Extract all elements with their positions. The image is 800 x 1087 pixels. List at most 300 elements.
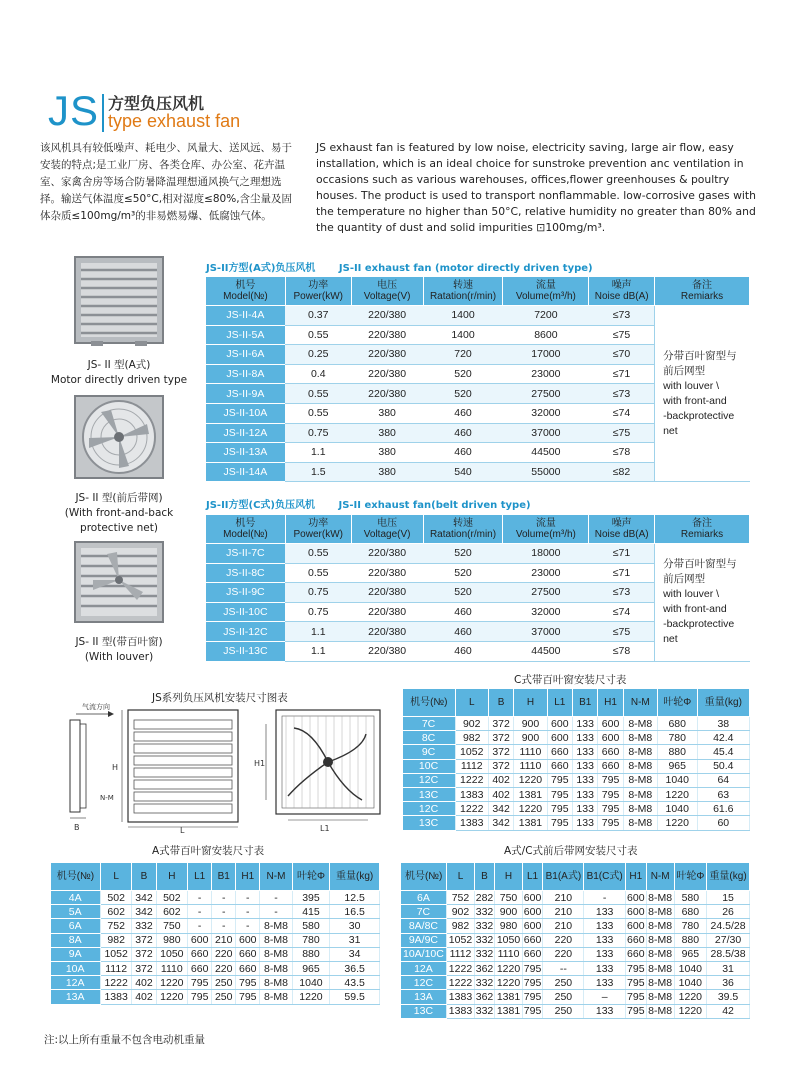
table-cell: 8-M8 bbox=[648, 905, 673, 918]
table-cell: 460 bbox=[423, 403, 503, 423]
table-cell: 210 bbox=[543, 891, 584, 905]
table-cell: 540 bbox=[423, 462, 503, 482]
table-cell: 37000 bbox=[503, 622, 589, 642]
table-cell: 8-M8 bbox=[260, 947, 292, 961]
table-row bbox=[401, 919, 750, 933]
table-cell: 362 bbox=[475, 962, 494, 975]
brand-prefix: JS bbox=[48, 87, 100, 134]
table-cell: 902 bbox=[455, 717, 488, 731]
table-cell: 380 bbox=[351, 423, 423, 443]
model-cell: JS-II-13C bbox=[206, 641, 286, 661]
table-row bbox=[401, 905, 750, 919]
model-cell: 13C bbox=[401, 1004, 447, 1018]
column-header bbox=[503, 277, 589, 306]
table-cell: 965 bbox=[674, 947, 706, 961]
table-cell: 8-M8 bbox=[623, 759, 657, 773]
table-cell: 332 bbox=[475, 934, 494, 947]
table-cell: 282 bbox=[475, 891, 494, 904]
column-header-en: Remiarks bbox=[680, 529, 724, 540]
installation-diagram bbox=[62, 700, 396, 834]
remark-line: 分带百叶窗型与 bbox=[663, 349, 737, 362]
column-header-en: Noise dB(A) bbox=[594, 529, 649, 540]
table-row bbox=[51, 947, 380, 961]
column-header: 叶轮Φ bbox=[292, 863, 330, 891]
table-cell: 8-M8 bbox=[623, 787, 657, 801]
table-cell: 8-M8 bbox=[623, 802, 657, 816]
product-caption-cn: JS- II 型(前后带网) bbox=[75, 492, 163, 504]
column-header-en: Voltage(V) bbox=[363, 291, 411, 302]
table-cell: 795 bbox=[598, 773, 623, 787]
net-fan-image bbox=[71, 394, 167, 480]
table-cell: 1220 bbox=[514, 802, 547, 816]
table-cell: 795 bbox=[523, 976, 542, 989]
table-row bbox=[51, 961, 380, 975]
table-cell: 0.75 bbox=[285, 602, 351, 622]
table-row bbox=[403, 759, 750, 773]
table-cell: 520 bbox=[423, 583, 503, 603]
table-cell: 42.4 bbox=[697, 731, 749, 745]
table-cell: 660 bbox=[547, 759, 572, 773]
table-row bbox=[401, 933, 750, 947]
column-header-en: Model(№) bbox=[223, 291, 268, 302]
table-cell: 1220 bbox=[657, 816, 697, 830]
table-cell: 44500 bbox=[503, 641, 589, 661]
column-header-cn: 噪声 bbox=[611, 518, 632, 529]
table-cell: - bbox=[188, 905, 212, 919]
model-cell: 4A bbox=[51, 891, 101, 905]
table-cell: 8-M8 bbox=[623, 717, 657, 731]
table-cell: ≤78 bbox=[589, 641, 655, 661]
table-ac-title: A式/C式前后带网安装尺寸表 bbox=[504, 845, 638, 857]
table-cell: 1383 bbox=[455, 816, 488, 830]
product-caption-cn: JS- II 型(带百叶窗) bbox=[75, 636, 163, 648]
table-cell: 8-M8 bbox=[260, 919, 292, 933]
table-cell: 402 bbox=[488, 773, 513, 787]
table-cell: 900 bbox=[514, 717, 547, 731]
table-row bbox=[51, 905, 380, 919]
table-cell: 795 bbox=[598, 787, 623, 801]
table-cell: 1383 bbox=[448, 1005, 473, 1018]
table-cell: 8-M8 bbox=[260, 990, 292, 1004]
table-cell: 45.4 bbox=[697, 745, 749, 759]
table-cell: 520 bbox=[423, 364, 503, 384]
column-header: 机号(№) bbox=[401, 863, 447, 891]
product-net-fan bbox=[44, 394, 194, 536]
table-cell: 1222 bbox=[448, 962, 473, 975]
table-cell: 1040 bbox=[674, 976, 706, 990]
table-cell: 602 bbox=[156, 905, 188, 919]
table-cell: 1222 bbox=[455, 802, 488, 816]
column-header bbox=[351, 277, 423, 306]
table-cell: 380 bbox=[351, 403, 423, 423]
column-header-cn: 备注 bbox=[692, 280, 713, 291]
column-header: L bbox=[455, 689, 488, 717]
table-cell: 752 bbox=[100, 919, 132, 933]
table-cell: 795 bbox=[627, 976, 645, 989]
table-cell: 0.4 bbox=[285, 364, 351, 384]
remark-line: net bbox=[663, 424, 678, 437]
table-cell: - bbox=[188, 891, 212, 905]
table-cell: ≤75 bbox=[589, 622, 655, 642]
table-cell: 660 bbox=[523, 934, 542, 947]
table-cell: 1220 bbox=[657, 787, 697, 801]
table-cell: 1220 bbox=[514, 773, 547, 787]
table-cell: 362 bbox=[475, 990, 494, 1003]
column-header-en: Voltage(V) bbox=[363, 529, 411, 540]
table-cell: 600 bbox=[523, 919, 542, 932]
table-cell: 63 bbox=[697, 787, 749, 801]
table-cell: 133 bbox=[584, 961, 626, 975]
table-cell: ≤82 bbox=[589, 462, 655, 482]
table-cell: 795 bbox=[523, 990, 542, 1003]
model-cell: 12C bbox=[403, 802, 456, 816]
column-header bbox=[351, 515, 423, 544]
table-cell: 34 bbox=[330, 947, 380, 961]
table-cell: 133 bbox=[584, 933, 626, 947]
table-cell: 133 bbox=[573, 802, 598, 816]
column-header: H1 bbox=[598, 689, 623, 717]
table-cell: 12.5 bbox=[330, 891, 380, 905]
table-cell: 210 bbox=[543, 919, 584, 933]
table-c-title-cn: JS-II方型(C式)负压风机 bbox=[206, 500, 315, 511]
table-cell: 18000 bbox=[503, 544, 589, 564]
table-cell: 680 bbox=[657, 717, 697, 731]
table-cell: 220/380 bbox=[351, 384, 423, 404]
table-cell: 61.6 bbox=[697, 802, 749, 816]
remark-line: -backprotective bbox=[663, 618, 735, 631]
column-header: B1(C式) bbox=[584, 863, 626, 891]
table-cell: 133 bbox=[573, 816, 598, 830]
column-header: H bbox=[495, 863, 522, 891]
table-cell: 1052 bbox=[100, 947, 132, 961]
table-cell: 31 bbox=[330, 933, 380, 947]
table-cell: - bbox=[188, 919, 212, 933]
table-cell: 965 bbox=[657, 759, 697, 773]
table-cell: 602 bbox=[100, 905, 132, 919]
model-cell: 6A bbox=[51, 919, 101, 933]
table-cell: 795 bbox=[547, 787, 572, 801]
table-cell: 1400 bbox=[423, 306, 503, 326]
table-cell: 372 bbox=[488, 717, 513, 731]
table-cell: 1400 bbox=[423, 325, 503, 345]
table-cell: ≤71 bbox=[589, 364, 655, 384]
table-cell: 1.1 bbox=[285, 622, 351, 642]
table-cell: 795 bbox=[188, 990, 212, 1004]
model-cell: 10A bbox=[51, 961, 101, 975]
page-title-en: type exhaust fan bbox=[108, 111, 241, 131]
table-cell: 220 bbox=[212, 947, 236, 961]
product-caption-cn: JS- II 型(A式) bbox=[87, 359, 151, 371]
table-cell: ≤71 bbox=[589, 563, 655, 583]
model-cell: 6A bbox=[401, 891, 447, 905]
table-cell: ≤74 bbox=[589, 602, 655, 622]
table-cell: 133 bbox=[573, 717, 598, 731]
table-cell: 133 bbox=[584, 1004, 626, 1018]
table-cell: 600 bbox=[523, 891, 542, 904]
table-cell: 250 bbox=[212, 990, 236, 1004]
table-cell: 1040 bbox=[674, 961, 706, 975]
column-header-cn: 备注 bbox=[692, 518, 713, 529]
table-cell: 1383 bbox=[448, 990, 473, 1003]
model-cell: 9A/9C bbox=[401, 933, 447, 947]
table-cell: 795 bbox=[547, 802, 572, 816]
diagram-label-h1: H1 bbox=[254, 759, 266, 768]
table-cell: 1222 bbox=[455, 773, 488, 787]
table-row bbox=[401, 891, 750, 905]
table-cell: 8-M8 bbox=[648, 919, 673, 932]
table-cell: 460 bbox=[423, 622, 503, 642]
table-cell: 1112 bbox=[447, 947, 474, 961]
table-cell: 8-M8 bbox=[623, 731, 657, 745]
table-cell: 27/30 bbox=[707, 933, 750, 947]
table-cell: 60 bbox=[697, 816, 749, 830]
model-cell: 8A/8C bbox=[401, 919, 447, 933]
table-cell: - bbox=[260, 905, 292, 919]
model-cell: JS-II-8C bbox=[206, 563, 286, 583]
table-row bbox=[401, 961, 750, 975]
model-cell: 8A bbox=[51, 933, 101, 947]
table-cell: 600 bbox=[627, 905, 645, 918]
table-cell: 342 bbox=[488, 816, 513, 830]
table-cell: 1040 bbox=[657, 773, 697, 787]
remark-cell bbox=[655, 544, 750, 662]
table-cell: 900 bbox=[495, 905, 522, 919]
table-cell: 133 bbox=[584, 905, 626, 919]
model-cell: 13C bbox=[403, 816, 456, 830]
table-cell: 795 bbox=[547, 816, 572, 830]
table-cell: 342 bbox=[488, 802, 513, 816]
table-cell: 8-M8 bbox=[260, 961, 292, 975]
table-cell: 55000 bbox=[503, 462, 589, 482]
table-cell: 402 bbox=[488, 787, 513, 801]
remark-line: -backprotective bbox=[663, 409, 735, 422]
column-header bbox=[503, 515, 589, 544]
table-cell: 750 bbox=[495, 891, 522, 905]
table-cell: -- bbox=[543, 961, 584, 975]
table-cell: 380 bbox=[351, 443, 423, 463]
model-cell: JS-II-9A bbox=[206, 384, 286, 404]
column-header: L1 bbox=[188, 863, 212, 891]
diagram-label-l1: L1 bbox=[320, 824, 330, 833]
table-cell: 0.25 bbox=[285, 345, 351, 365]
model-cell: 13A bbox=[401, 990, 447, 1004]
model-cell: JS-II-12A bbox=[206, 423, 286, 443]
table-cell: 372 bbox=[488, 745, 513, 759]
column-header-en: Volume(m³/h) bbox=[515, 291, 576, 302]
column-header-cn: 电压 bbox=[377, 518, 398, 529]
table-cell: 37000 bbox=[503, 423, 589, 443]
table-cell: 133 bbox=[584, 976, 626, 990]
column-header bbox=[589, 515, 655, 544]
column-header: H1 bbox=[625, 863, 646, 891]
column-header bbox=[206, 277, 286, 306]
diagram-title: JS系列负压风机安装尺寸图表 bbox=[152, 692, 288, 704]
column-header-cn: 流量 bbox=[535, 280, 556, 291]
table-cell: 520 bbox=[423, 563, 503, 583]
intro-text-en: JS exhaust fan is featured by low noise, electricity saving, large air flow, easy installation, which is an ideal choice for sunstroke prevention anc ventilation in occasions such as various warehouses, offices,flower greenhouses & poultry houses. The product is used to transport nonflammable. low-corrosive gases with the temperature no higher than 50°C, relative humidity no greater than 80% and the quantity of dust and solid impurities ⊡100mg/m³. bbox=[316, 141, 757, 234]
table-row bbox=[51, 919, 380, 933]
table-cell: 1383 bbox=[455, 787, 488, 801]
table-cell: 220 bbox=[212, 961, 236, 975]
table-cell: 210 bbox=[212, 933, 236, 947]
table-cell: 332 bbox=[475, 1005, 494, 1018]
table-cell: 795 bbox=[627, 962, 645, 975]
diagram-airflow-label: 气流方向 bbox=[82, 703, 110, 711]
table-cell: 600 bbox=[547, 717, 572, 731]
column-header-cn: 机号 bbox=[235, 280, 256, 291]
model-cell: JS-II-6A bbox=[206, 345, 286, 365]
table-cell: 600 bbox=[188, 933, 212, 947]
table-cell: 1112 bbox=[455, 759, 488, 773]
column-header: L1 bbox=[522, 863, 543, 891]
table-cell: 680 bbox=[674, 905, 706, 919]
table-cell: 32000 bbox=[503, 403, 589, 423]
table-cell: 795 bbox=[598, 802, 623, 816]
model-cell: 10C bbox=[403, 759, 456, 773]
table-row bbox=[403, 802, 750, 816]
table-cell: 1040 bbox=[657, 802, 697, 816]
table-cell: 402 bbox=[132, 990, 156, 1004]
table-row bbox=[206, 544, 750, 564]
table-cell: 1381 bbox=[514, 816, 547, 830]
table-cell: 27500 bbox=[503, 583, 589, 603]
table-cell: 600 bbox=[627, 919, 645, 932]
table-cell: 795 bbox=[598, 816, 623, 830]
table-cell: - bbox=[260, 891, 292, 905]
table-cell: 28.5/38 bbox=[707, 947, 750, 961]
table-row bbox=[403, 745, 750, 759]
column-header: 机号(№) bbox=[403, 689, 456, 717]
model-cell: 13A bbox=[51, 990, 101, 1004]
table-cell: 1.5 bbox=[285, 462, 351, 482]
column-header-cn: 噪声 bbox=[611, 280, 632, 291]
table-cell: 0.37 bbox=[285, 306, 351, 326]
table-cell: 460 bbox=[423, 602, 503, 622]
column-header-cn: 功率 bbox=[308, 518, 329, 529]
table-cell: 133 bbox=[573, 745, 598, 759]
spec-table-a bbox=[205, 276, 750, 482]
table-cell: 23000 bbox=[503, 364, 589, 384]
table-row bbox=[403, 816, 750, 830]
table-cell: 250 bbox=[543, 1004, 584, 1018]
table-cell: 795 bbox=[523, 1005, 542, 1018]
model-cell: JS-II-8A bbox=[206, 364, 286, 384]
table-cell: 250 bbox=[212, 976, 236, 990]
table-cell: 600 bbox=[236, 933, 260, 947]
table-cell: 220/380 bbox=[351, 364, 423, 384]
table-cell: - bbox=[212, 891, 236, 905]
table-a-title-cn: JS-II方型(A式)负压风机 bbox=[206, 263, 316, 274]
table-cell: 780 bbox=[657, 731, 697, 745]
column-header: B1(A式) bbox=[543, 863, 584, 891]
table-cell: 8-M8 bbox=[260, 976, 292, 990]
table-cell: 220/380 bbox=[351, 583, 423, 603]
table-cell: 460 bbox=[423, 423, 503, 443]
column-header-en: Power(kW) bbox=[293, 529, 343, 540]
table-cell: ≤73 bbox=[589, 384, 655, 404]
table-cell: 795 bbox=[547, 773, 572, 787]
table-cell: 502 bbox=[156, 891, 188, 905]
table-cell: 220/380 bbox=[351, 602, 423, 622]
column-header: B1 bbox=[573, 689, 598, 717]
table-cell: 44500 bbox=[503, 443, 589, 463]
table-al-title: A式带百叶窗安装尺寸表 bbox=[152, 845, 265, 857]
table-cell: 965 bbox=[292, 961, 330, 975]
table-cell: - bbox=[236, 891, 260, 905]
table-cell: 39.5 bbox=[707, 990, 750, 1004]
column-header: L bbox=[100, 863, 132, 891]
table-cell: 660 bbox=[598, 759, 623, 773]
table-row bbox=[51, 933, 380, 947]
table-cell: 660 bbox=[188, 947, 212, 961]
table-cell: 1220 bbox=[496, 976, 521, 989]
column-header-en: Model(№) bbox=[223, 529, 268, 540]
model-cell: JS-II-13A bbox=[206, 443, 286, 463]
table-cell: - bbox=[236, 919, 260, 933]
table-cell: 220/380 bbox=[351, 306, 423, 326]
table-cell: ≤78 bbox=[589, 443, 655, 463]
column-header: L1 bbox=[547, 689, 572, 717]
column-header bbox=[285, 515, 351, 544]
table-cell: 36 bbox=[707, 976, 750, 990]
table-cell: 880 bbox=[292, 947, 330, 961]
table-cell: 795 bbox=[627, 990, 645, 1003]
model-cell: 12A bbox=[401, 961, 447, 975]
table-cell: 42 bbox=[707, 1004, 750, 1018]
column-header-cn: 电压 bbox=[377, 280, 398, 291]
column-header: B bbox=[132, 863, 156, 891]
table-a-title bbox=[206, 259, 613, 274]
table-cell: 220 bbox=[543, 933, 584, 947]
column-header bbox=[655, 515, 750, 544]
table-cell: 415 bbox=[292, 905, 330, 919]
column-header-cn: 流量 bbox=[535, 518, 556, 529]
table-cell: 8-M8 bbox=[623, 773, 657, 787]
product-caption-en: Motor directly driven type bbox=[50, 374, 188, 386]
table-cell: 26 bbox=[707, 905, 750, 919]
table-cell: 460 bbox=[423, 641, 503, 661]
product-louver-fan bbox=[44, 255, 194, 388]
table-cell: 0.75 bbox=[285, 423, 351, 443]
table-cell: 27500 bbox=[503, 384, 589, 404]
table-row bbox=[51, 891, 380, 905]
table-cell: 1220 bbox=[292, 990, 330, 1004]
column-header: 重量(kg) bbox=[330, 863, 380, 891]
column-header: 机号(№) bbox=[51, 863, 101, 891]
table-row bbox=[401, 976, 750, 990]
table-cell: 660 bbox=[598, 745, 623, 759]
column-header: H bbox=[514, 689, 547, 717]
table-cell: 372 bbox=[488, 759, 513, 773]
remark-cell bbox=[655, 306, 750, 482]
table-cell: 1220 bbox=[156, 990, 188, 1004]
table-cell: 8-M8 bbox=[648, 891, 673, 904]
table-cell: 980 bbox=[495, 919, 522, 933]
table-cell: 24.5/28 bbox=[707, 919, 750, 933]
table-cell: 660 bbox=[236, 961, 260, 975]
column-header-cn: 转速 bbox=[453, 280, 473, 291]
table-cell: 502 bbox=[100, 891, 132, 905]
table-cell: 16.5 bbox=[330, 905, 380, 919]
diagram-label-l: L bbox=[180, 826, 185, 834]
table-cell: 660 bbox=[627, 948, 645, 961]
table-cell: ≤71 bbox=[589, 544, 655, 564]
model-cell: 12A bbox=[51, 976, 101, 990]
dim-table-c-louver bbox=[402, 688, 750, 831]
table-cell: 30 bbox=[330, 919, 380, 933]
column-header-en: Noise dB(A) bbox=[594, 291, 649, 302]
table-cell: ≤73 bbox=[589, 306, 655, 326]
